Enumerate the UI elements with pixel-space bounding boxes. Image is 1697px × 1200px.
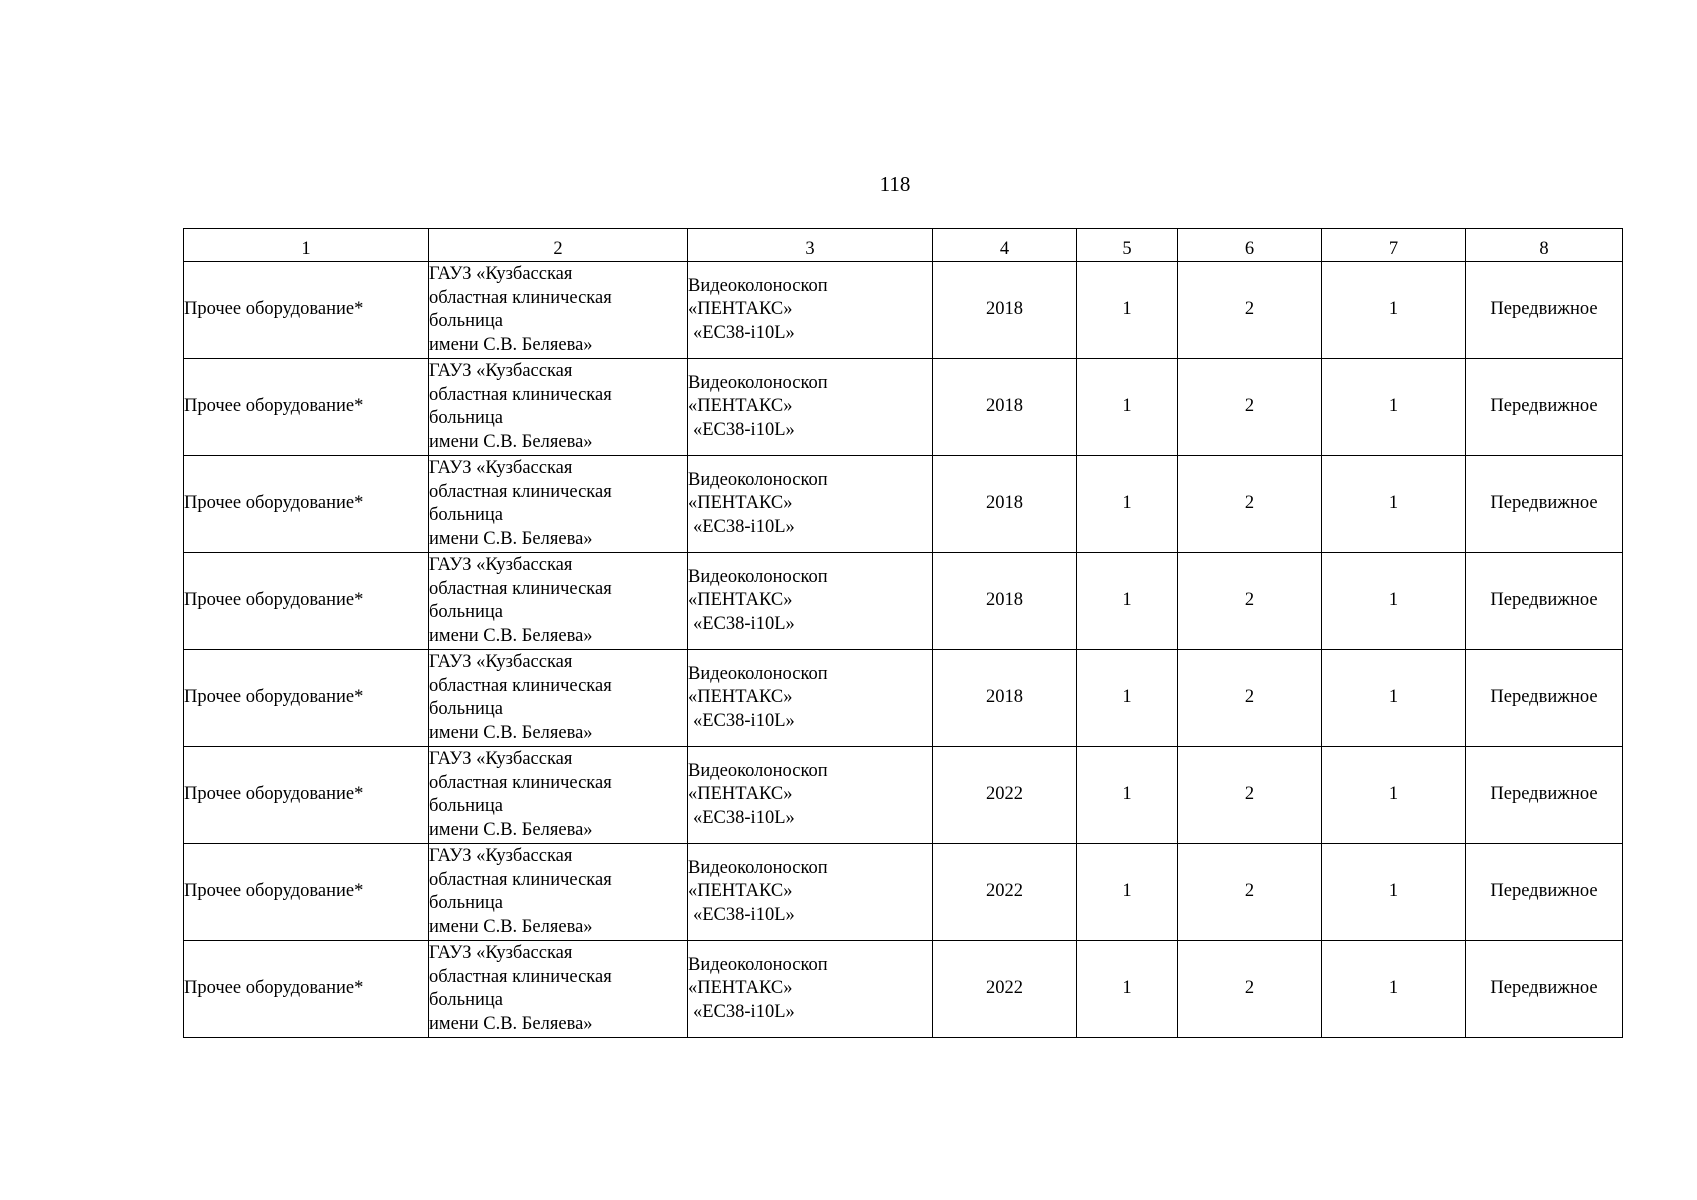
column-header-7: 7 — [1322, 229, 1466, 262]
equipment-type-cell: Прочее оборудование* — [184, 650, 429, 747]
organization-line: областная клиническая — [429, 384, 612, 405]
mobility-cell: Передвижное — [1466, 844, 1623, 941]
column-7-cell: 1 — [1322, 650, 1466, 747]
organization-line: больница — [429, 990, 503, 1010]
model-line: Видеоколоноскоп — [688, 857, 828, 878]
organization-line: больница — [429, 796, 503, 816]
column-6-cell: 2 — [1178, 456, 1322, 553]
year-cell: 2022 — [933, 941, 1077, 1038]
organization-line: областная клиническая — [429, 481, 612, 502]
organization-line: имени С.В. Беляева» — [429, 916, 593, 937]
model-cell — [688, 262, 933, 359]
column-5-cell: 1 — [1077, 359, 1178, 456]
column-6-cell: 2 — [1178, 262, 1322, 359]
model-line: «EC38-i10L» — [693, 807, 795, 828]
page-number: 118 — [879, 172, 911, 196]
equipment-type-cell: Прочее оборудование* — [184, 844, 429, 941]
column-header-2: 2 — [429, 229, 688, 262]
organization-line: больница — [429, 699, 503, 719]
mobility-cell: Передвижное — [1466, 359, 1623, 456]
organization-line: ГАУЗ «Кузбасская — [429, 943, 573, 963]
organization-line: ГАУЗ «Кузбасская — [429, 361, 573, 381]
column-6-cell: 2 — [1178, 747, 1322, 844]
model-line: «ПЕНТАКС» — [688, 493, 793, 514]
model-line: «ПЕНТАКС» — [688, 978, 793, 999]
organization-cell — [429, 456, 688, 553]
organization-line: имени С.В. Беляева» — [429, 334, 593, 355]
model-line: Видеоколоноскоп — [688, 663, 828, 684]
model-line: «EC38-i10L» — [693, 710, 795, 731]
organization-line: больница — [429, 505, 503, 525]
model-line: «ПЕНТАКС» — [688, 881, 793, 902]
column-6-cell: 2 — [1178, 553, 1322, 650]
model-line: «ПЕНТАКС» — [688, 687, 793, 708]
mobility-cell: Передвижное — [1466, 553, 1623, 650]
model-cell — [688, 650, 933, 747]
organization-line: ГАУЗ «Кузбасская — [429, 264, 573, 284]
column-6-cell: 2 — [1178, 650, 1322, 747]
column-header-1: 1 — [184, 229, 429, 262]
table-row — [184, 553, 1623, 650]
organization-line: ГАУЗ «Кузбасская — [429, 652, 573, 672]
model-cell — [688, 359, 933, 456]
model-line: Видеоколоноскоп — [688, 760, 828, 781]
column-7-cell: 1 — [1322, 262, 1466, 359]
organization-line: областная клиническая — [429, 675, 612, 696]
year-cell: 2022 — [933, 747, 1077, 844]
equipment-table — [183, 228, 1623, 1038]
organization-line: имени С.В. Беляева» — [429, 431, 593, 452]
mobility-cell: Передвижное — [1466, 941, 1623, 1038]
mobility-cell: Передвижное — [1466, 747, 1623, 844]
header-row — [184, 229, 1623, 262]
organization-line: областная клиническая — [429, 287, 612, 308]
model-cell — [688, 844, 933, 941]
equipment-type-cell: Прочее оборудование* — [184, 456, 429, 553]
organization-line: имени С.В. Беляева» — [429, 625, 593, 646]
organization-line: имени С.В. Беляева» — [429, 1013, 593, 1034]
organization-cell — [429, 941, 688, 1038]
organization-cell — [429, 262, 688, 359]
column-5-cell: 1 — [1077, 650, 1178, 747]
organization-line: ГАУЗ «Кузбасская — [429, 458, 573, 478]
column-header-8: 8 — [1466, 229, 1623, 262]
table-row — [184, 941, 1623, 1038]
column-7-cell: 1 — [1322, 941, 1466, 1038]
model-line: «EC38-i10L» — [693, 904, 795, 925]
column-5-cell: 1 — [1077, 456, 1178, 553]
column-6-cell: 2 — [1178, 844, 1322, 941]
organization-line: больница — [429, 893, 503, 913]
organization-line: областная клиническая — [429, 966, 612, 987]
table-row — [184, 456, 1623, 553]
model-line: «EC38-i10L» — [693, 419, 795, 440]
model-cell — [688, 456, 933, 553]
table-row — [184, 359, 1623, 456]
column-7-cell: 1 — [1322, 844, 1466, 941]
organization-line: больница — [429, 408, 503, 428]
column-7-cell: 1 — [1322, 747, 1466, 844]
column-header-6: 6 — [1178, 229, 1322, 262]
year-cell: 2022 — [933, 844, 1077, 941]
equipment-type-cell: Прочее оборудование* — [184, 553, 429, 650]
organization-cell — [429, 747, 688, 844]
equipment-type-cell: Прочее оборудование* — [184, 262, 429, 359]
model-line: Видеоколоноскоп — [688, 275, 828, 296]
model-line: «EC38-i10L» — [693, 1001, 795, 1022]
organization-line: имени С.В. Беляева» — [429, 528, 593, 549]
table-row — [184, 747, 1623, 844]
model-cell — [688, 747, 933, 844]
column-5-cell: 1 — [1077, 262, 1178, 359]
year-cell: 2018 — [933, 456, 1077, 553]
model-line: «ПЕНТАКС» — [688, 396, 793, 417]
table-row — [184, 650, 1623, 747]
organization-line: ГАУЗ «Кузбасская — [429, 555, 573, 575]
organization-line: ГАУЗ «Кузбасская — [429, 846, 573, 866]
column-header-5: 5 — [1077, 229, 1178, 262]
model-line: Видеоколоноскоп — [688, 954, 828, 975]
model-line: «ПЕНТАКС» — [688, 299, 793, 320]
table-row — [184, 844, 1623, 941]
organization-cell — [429, 650, 688, 747]
organization-line: имени С.В. Беляева» — [429, 819, 593, 840]
organization-line: имени С.В. Беляева» — [429, 722, 593, 743]
mobility-cell: Передвижное — [1466, 262, 1623, 359]
organization-cell — [429, 359, 688, 456]
model-cell — [688, 941, 933, 1038]
column-7-cell: 1 — [1322, 456, 1466, 553]
column-7-cell: 1 — [1322, 553, 1466, 650]
organization-line: больница — [429, 311, 503, 331]
model-line: «EC38-i10L» — [693, 516, 795, 537]
equipment-type-cell: Прочее оборудование* — [184, 359, 429, 456]
organization-cell — [429, 553, 688, 650]
organization-cell — [429, 844, 688, 941]
model-line: «ПЕНТАКС» — [688, 784, 793, 805]
model-cell — [688, 553, 933, 650]
model-line: «ПЕНТАКС» — [688, 590, 793, 611]
year-cell: 2018 — [933, 262, 1077, 359]
column-6-cell: 2 — [1178, 359, 1322, 456]
model-line: Видеоколоноскоп — [688, 566, 828, 587]
organization-line: больница — [429, 602, 503, 622]
column-5-cell: 1 — [1077, 941, 1178, 1038]
mobility-cell: Передвижное — [1466, 650, 1623, 747]
organization-line: ГАУЗ «Кузбасская — [429, 749, 573, 769]
year-cell: 2018 — [933, 359, 1077, 456]
organization-line: областная клиническая — [429, 578, 612, 599]
column-header-4: 4 — [933, 229, 1077, 262]
model-line: Видеоколоноскоп — [688, 469, 828, 490]
mobility-cell: Передвижное — [1466, 456, 1623, 553]
column-header-3: 3 — [688, 229, 933, 262]
model-line: Видеоколоноскоп — [688, 372, 828, 393]
column-5-cell: 1 — [1077, 844, 1178, 941]
column-5-cell: 1 — [1077, 747, 1178, 844]
organization-line: областная клиническая — [429, 869, 612, 890]
column-7-cell: 1 — [1322, 359, 1466, 456]
equipment-type-cell: Прочее оборудование* — [184, 941, 429, 1038]
year-cell: 2018 — [933, 650, 1077, 747]
organization-line: областная клиническая — [429, 772, 612, 793]
year-cell: 2018 — [933, 553, 1077, 650]
model-line: «EC38-i10L» — [693, 322, 795, 343]
table-row — [184, 262, 1623, 359]
column-5-cell: 1 — [1077, 553, 1178, 650]
column-6-cell: 2 — [1178, 941, 1322, 1038]
equipment-type-cell: Прочее оборудование* — [184, 747, 429, 844]
model-line: «EC38-i10L» — [693, 613, 795, 634]
